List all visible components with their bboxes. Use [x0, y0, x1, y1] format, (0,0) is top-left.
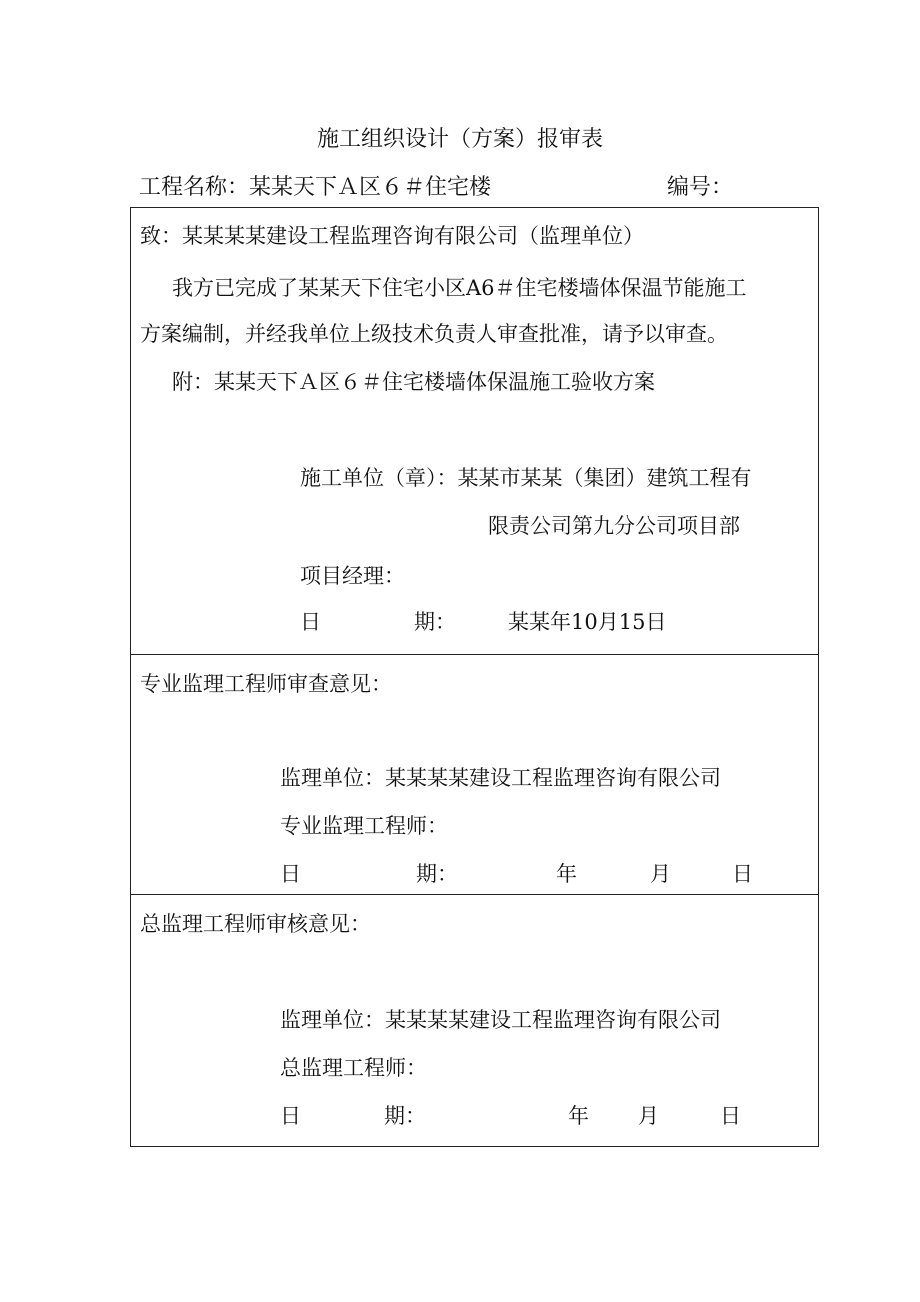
chief-month: 月 — [638, 1104, 659, 1128]
construction-unit-line-1: 施工单位（章）：某某市某某（集团）建筑工程有 — [300, 466, 752, 490]
chief-engineer-label: 总监理工程师： — [280, 1056, 427, 1080]
date-label-char-2: 期： — [414, 610, 456, 634]
specialist-review-heading: 专业监理工程师审查意见： — [140, 672, 392, 696]
specialist-engineer-label: 专业监理工程师： — [280, 814, 448, 838]
chief-review-heading: 总监理工程师审核意见： — [140, 912, 371, 936]
date-value: 某某年10月15日 — [508, 610, 667, 634]
page-title: 施工组织设计（方案）报审表 — [316, 127, 603, 152]
body-line-1: 我方已完成了某某天下住宅小区A6＃住宅楼墙体保温节能施工 — [172, 276, 747, 300]
date-label-char-1: 日 — [300, 610, 321, 634]
specialist-date-char-2: 期： — [416, 862, 458, 886]
project-manager-label: 项目经理： — [300, 564, 405, 588]
chief-day: 日 — [720, 1104, 741, 1128]
construction-unit-line-2: 限责公司第九分公司项目部 — [488, 514, 740, 538]
specialist-day: 日 — [732, 862, 753, 886]
project-name: 工程名称：某某天下Ａ区６＃住宅楼 — [139, 175, 492, 200]
attachment-line: 附：某某天下Ａ区６＃住宅楼墙体保温施工验收方案 — [172, 370, 655, 394]
number-label: 编号： — [667, 175, 734, 200]
chief-supervision-unit: 监理单位：某某某某建设工程监理咨询有限公司 — [280, 1008, 721, 1032]
row-divider-2 — [130, 894, 819, 895]
chief-date-char-2: 期： — [384, 1104, 426, 1128]
specialist-supervision-unit: 监理单位：某某某某建设工程监理咨询有限公司 — [280, 766, 721, 790]
chief-year: 年 — [568, 1104, 589, 1128]
specialist-month: 月 — [650, 862, 671, 886]
chief-date-char-1: 日 — [280, 1104, 301, 1128]
body-line-2: 方案编制，并经我单位上级技术负责人审查批准，请予以审查。 — [140, 322, 728, 346]
to-line: 致：某某某某建设工程监理咨询有限公司（监理单位） — [140, 224, 644, 248]
specialist-year: 年 — [556, 862, 577, 886]
row-divider-1 — [130, 654, 819, 655]
specialist-date-char-1: 日 — [280, 862, 301, 886]
